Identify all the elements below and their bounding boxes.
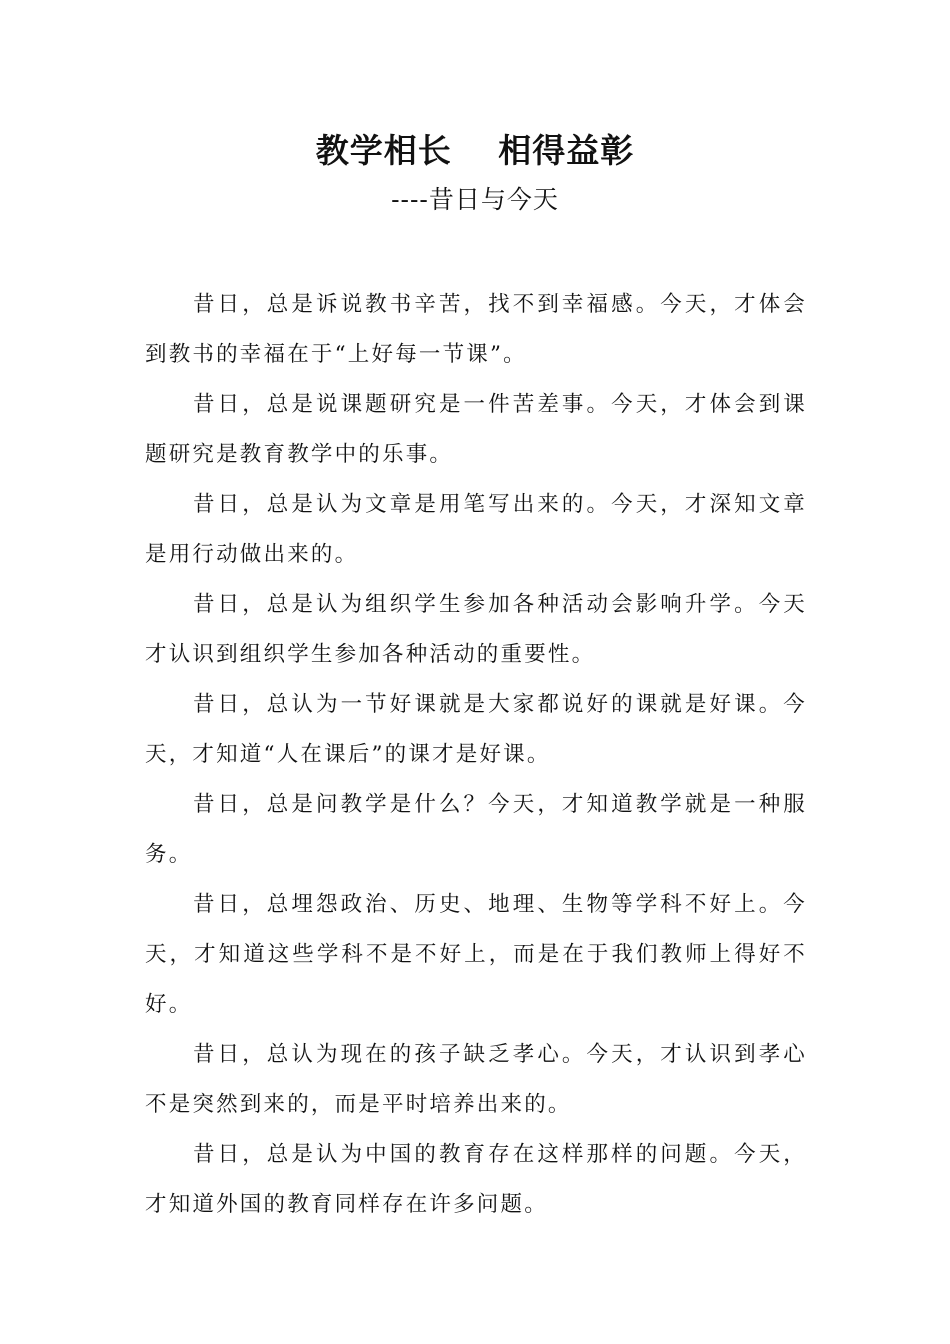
- document-title: 教学相长 相得益彰: [315, 131, 635, 170]
- paragraph: 昔日，总是认为文章是用笔写出来的。今天，才深知文章是用行动做出来的。: [145, 492, 807, 567]
- document-body: [145, 280, 807, 1230]
- document-subtitle: ----昔日与今天: [391, 185, 559, 214]
- paragraph: 昔日，总是说课题研究是一件苦差事。今天，才体会到课题研究是教育教学中的乐事。: [145, 392, 807, 467]
- paragraph: 昔日，总认为一节好课就是大家都说好的课就是好课。今天，才知道“人在课后”的课才是好课。: [145, 692, 807, 767]
- paragraph: 昔日，总认为现在的孩子缺乏孝心。今天，才认识到孝心不是突然到来的，而是平时培养出来的。: [145, 1042, 807, 1117]
- paragraph: 昔日，总是问教学是什么？今天，才知道教学就是一种服务。: [145, 792, 807, 867]
- paragraph: 昔日，总是诉说教书辛苦，找不到幸福感。今天，才体会到教书的幸福在于“上好每一节课”。: [145, 292, 807, 367]
- paragraph: 昔日，总埋怨政治、历史、地理、生物等学科不好上。今天，才知道这些学科不是不好上，而是在于我们教师上得好不好。: [145, 892, 807, 1017]
- paragraph: 昔日，总是认为组织学生参加各种活动会影响升学。今天才认识到组织学生参加各种活动的重要性。: [145, 592, 807, 667]
- paragraph: 昔日，总是认为中国的教育存在这样那样的问题。今天，才知道外国的教育同样存在许多问题。: [145, 1142, 807, 1217]
